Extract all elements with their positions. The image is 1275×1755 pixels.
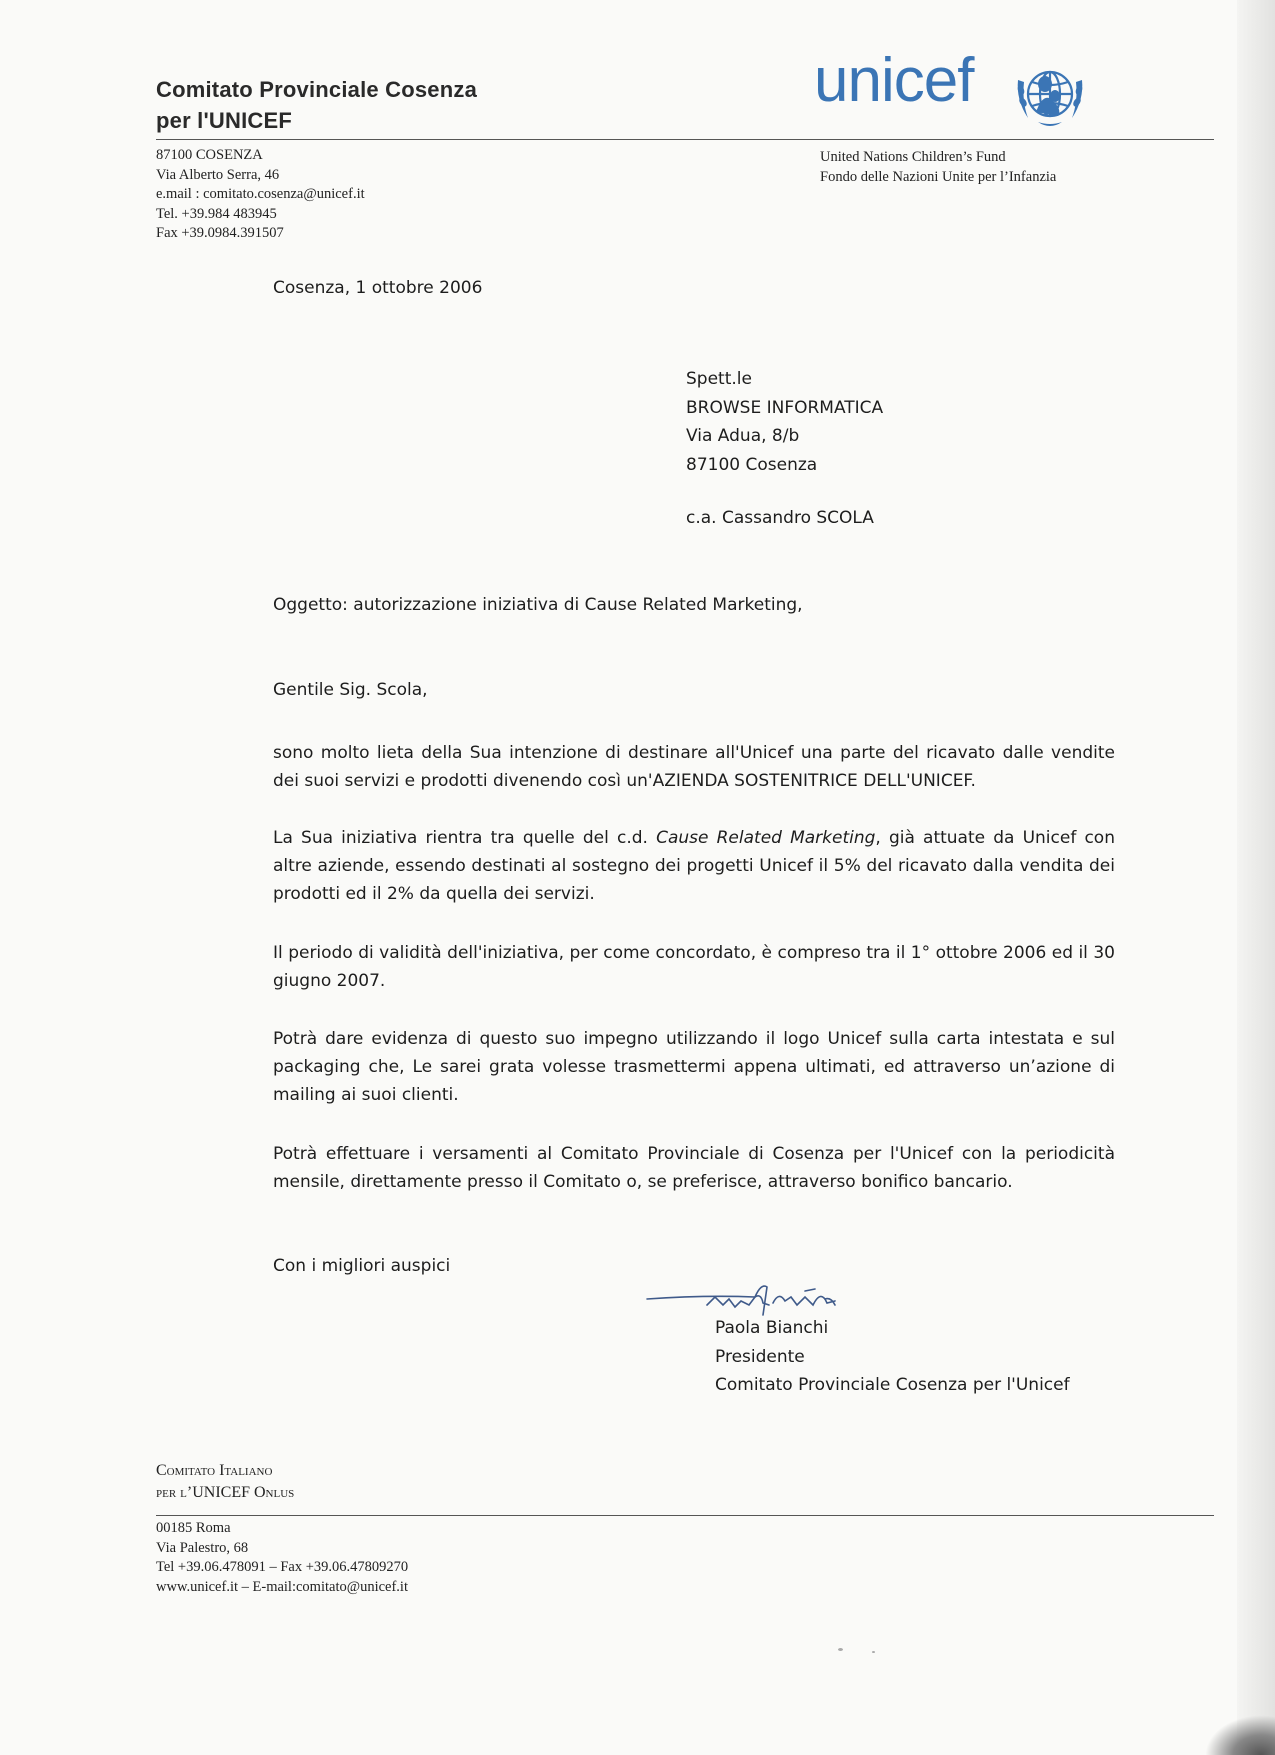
unicef-logo-text: unicef	[814, 46, 974, 115]
unicef-name-it: Fondo delle Nazioni Unite per l’Infanzia	[820, 168, 1057, 185]
signer-organization: Comitato Provinciale Cosenza per l'Unicef	[715, 1375, 1070, 1395]
unicef-full-name	[820, 148, 1056, 187]
letter-date: Cosenza, 1 ottobre 2006	[273, 278, 483, 298]
phone-line: Tel. +39.984 483945	[156, 205, 277, 222]
page-edge-shadow	[1237, 0, 1275, 1755]
paragraph-text: La Sua iniziativa rientra tra quelle del c.d.	[273, 828, 657, 848]
committee-title-line1: Comitato Provinciale Cosenza	[156, 77, 478, 102]
fax-line: Fax +39.0984.391507	[156, 225, 284, 241]
recipient-company: BROWSE INFORMATICA	[686, 397, 884, 418]
committee-title	[156, 74, 477, 136]
letter-paragraph: Il periodo di validità dell'iniziativa, per come concordato, è compreso tra il 1° ottobre 2006 ed il 30 giugno 2007.	[273, 943, 1115, 991]
unicef-emblem-icon	[1010, 60, 1090, 139]
footer-address-line: 00185 Roma	[156, 1520, 231, 1536]
signer-block	[715, 1314, 1070, 1400]
footer-organization	[156, 1460, 294, 1504]
letter-paragraph: sono molto lieta della Sua intenzione di destinare all'Unicef una parte del ricavato dalle vendite dei suoi servizi e prodotti divenendo così un'AZIENDA SOSTENITRICE DELL'UNICEF.	[273, 743, 1115, 791]
recipient-street: Via Adua, 8/b	[686, 426, 800, 446]
address-line: Via Alberto Serra, 46	[156, 166, 280, 183]
footer-address	[156, 1519, 408, 1597]
footer-web-line: www.unicef.it – E-mail:comitato@unicef.it	[156, 1578, 408, 1595]
paragraph-text: , già attuate da Unicef con altre aziende, essendo destinati al sostegno dei progetti Unicef il 5% del ricavato dalla vendita dei prodotti ed il 2% da quella dei servizi.	[273, 828, 1115, 904]
footer-rule	[156, 1515, 1214, 1516]
committee-title-line2: per l'UNICEF	[156, 108, 292, 133]
signer-role: Presidente	[715, 1346, 805, 1367]
attention-line: c.a. Cassandro SCOLA	[686, 508, 874, 528]
footer-phone-line: Tel +39.06.478091 – Fax +39.06.47809270	[156, 1559, 409, 1575]
footer-org-line2: per l’UNICEF Onlus	[156, 1484, 295, 1501]
letter-paragraph: Potrà effettuare i versamenti al Comitato Provinciale di Cosenza per l'Unicef con la periodicità mensile, direttamente presso il Comitato o, se preferisce, attraverso bonifico bancario.	[273, 1144, 1115, 1192]
scan-speck	[872, 1651, 875, 1653]
letter-salutation: Gentile Sig. Scola,	[273, 680, 428, 700]
letter-closing: Con i migliori auspici	[273, 1256, 451, 1276]
unicef-name-en: United Nations Children’s Fund	[820, 149, 1006, 165]
footer-address-line: Via Palestro, 68	[156, 1539, 249, 1556]
recipient-block	[686, 365, 883, 479]
address-line: 87100 COSENZA	[156, 147, 263, 163]
scan-speck	[838, 1648, 843, 1651]
signer-name: Paola Bianchi	[715, 1318, 829, 1338]
header-rule	[156, 139, 1214, 140]
email-line: e.mail : comitato.cosenza@unicef.it	[156, 186, 365, 202]
committee-address	[156, 146, 365, 244]
letter-paragraph: Potrà dare evidenza di questo suo impegno utilizzando il logo Unicef sulla carta intestata e sul packaging che, Le sarei grata volesse trasmettermi appena ultimati, ed attraverso un’azione di mailing ai suoi clienti.	[273, 1029, 1115, 1105]
letter-subject: Oggetto: autorizzazione iniziativa di Cause Related Marketing,	[273, 595, 803, 615]
paragraph-italic-term: Cause Related Marketing	[656, 828, 876, 848]
letter-paragraph	[273, 824, 1115, 908]
footer-org-line1: Comitato Italiano	[156, 1462, 273, 1479]
recipient-city: 87100 Cosenza	[686, 454, 818, 475]
recipient-line: Spett.le	[686, 369, 752, 389]
scan-corner-mark	[1205, 1715, 1275, 1755]
